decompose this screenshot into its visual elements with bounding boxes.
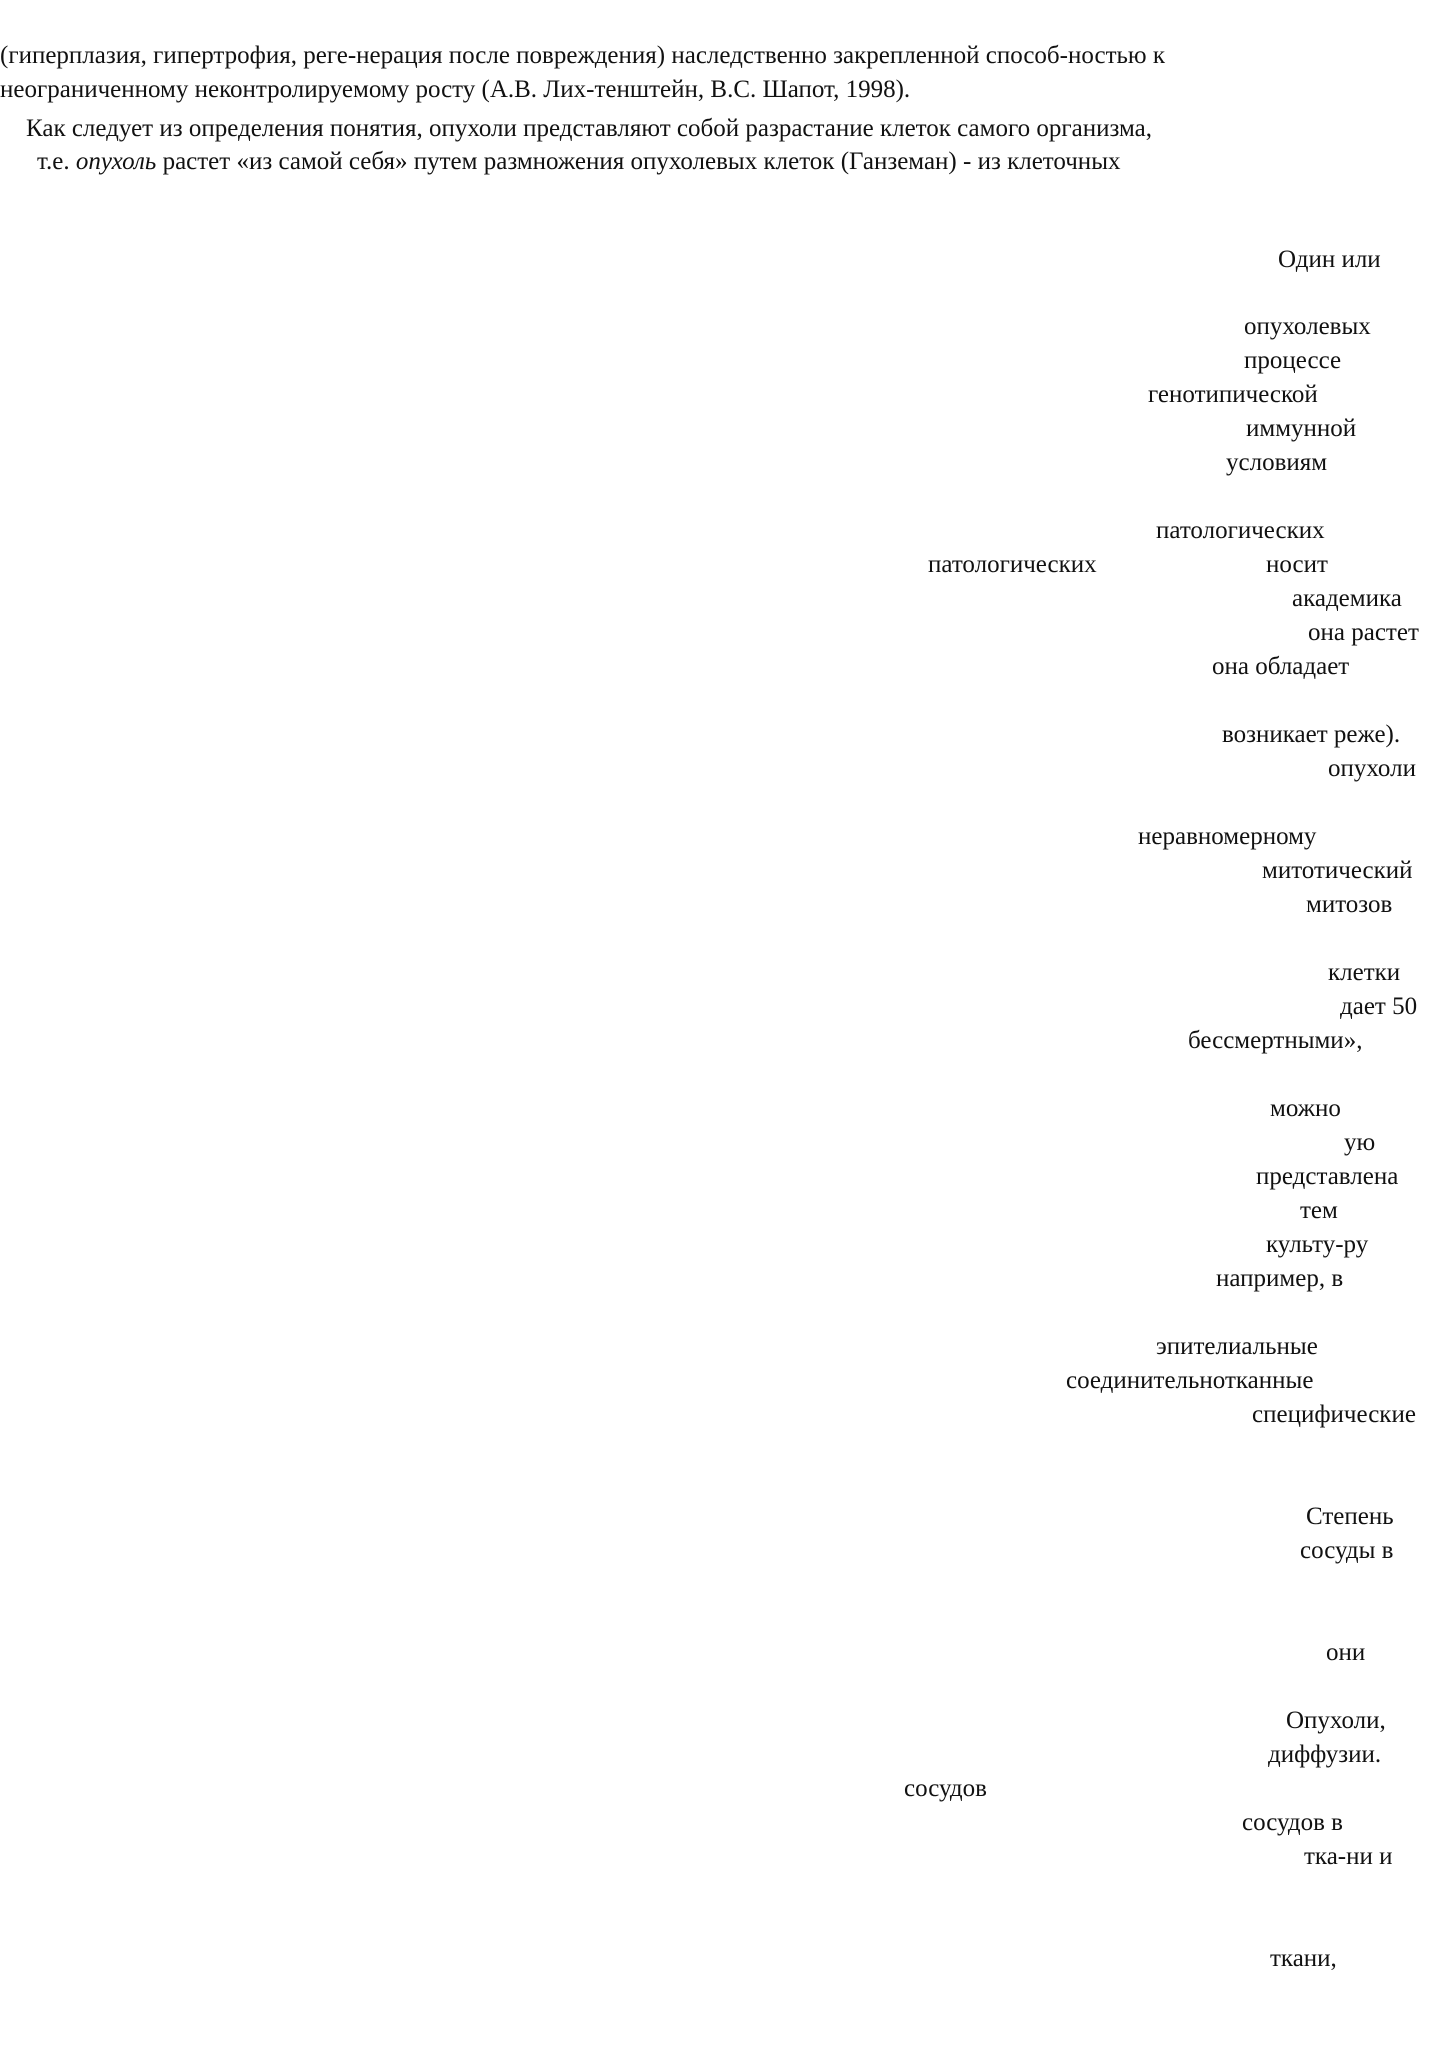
fragment: она растет [1308, 619, 1419, 646]
fragment: ткани, [1270, 1945, 1337, 1972]
fragment: патологических [928, 551, 1097, 578]
fragment: условиям [1226, 449, 1328, 476]
fragment: тка-ни и [1304, 1843, 1393, 1870]
fragment: тем [1300, 1197, 1338, 1224]
fragment: академика [1292, 585, 1402, 612]
fragment: они [1326, 1639, 1366, 1666]
fragment: представлена [1256, 1163, 1399, 1190]
fragment: опухоли [1328, 755, 1416, 782]
fragment: Один или [1278, 246, 1381, 273]
fragment: митозов [1306, 891, 1393, 918]
fragment: сосуды в [1300, 1537, 1394, 1564]
fragment: эпителиальные [1156, 1333, 1318, 1360]
fragment: носит [1266, 551, 1328, 578]
paragraph-2-line-1: Как следует из определения понятия, опухоли представляют собой разрастание клеток самого организма, [26, 115, 1152, 142]
fragment: иммунной [1246, 415, 1357, 442]
fragment: возникает реже). [1222, 721, 1401, 748]
fragment: она обладает [1212, 653, 1350, 680]
fragment: диффузии. [1268, 1741, 1382, 1768]
fragment: соединительнотканные [1066, 1367, 1314, 1394]
fragment: Степень [1306, 1503, 1394, 1530]
paragraph-1-line-2: неограниченному неконтролируемому росту (А.В. Лих-тенштейн, В.С. Шапот, 1998). [0, 76, 911, 103]
fragment: Опухоли, [1286, 1707, 1386, 1734]
paragraph-2-line-2-prefix: т.е. [37, 148, 76, 175]
fragment: клетки [1328, 959, 1401, 986]
fragment: например, в [1216, 1265, 1344, 1292]
fragment: бессмертными», [1188, 1027, 1363, 1054]
fragment: сосудов [904, 1775, 987, 1802]
fragment: специфические [1252, 1401, 1416, 1428]
fragment: генотипической [1148, 381, 1318, 408]
paragraph-1-line-1: (гиперплазия, гипертрофия, реге-нерация после повреждения) наследственно закрепленной способ-ностью к [0, 42, 1165, 69]
fragment: патологических [1156, 517, 1325, 544]
fragment: митотический [1262, 857, 1413, 884]
fragment: можно [1270, 1095, 1341, 1122]
fragment: дает 50 [1340, 993, 1418, 1020]
paragraph-2-line-2-rest: растет «из самой себя» путем размножения опухолевых клеток (Ганземан) - из клеточных [156, 148, 1121, 175]
fragment: ую [1344, 1129, 1376, 1156]
paragraph-2-line-2 [37, 146, 1121, 178]
fragment: опухолевых [1244, 313, 1371, 340]
fragment: культу-ру [1266, 1231, 1369, 1258]
fragment: неравномерному [1138, 823, 1317, 850]
italic-term-opukhol: опухоль [75, 148, 157, 175]
fragment: сосудов в [1242, 1809, 1343, 1836]
fragment: процессе [1244, 347, 1342, 374]
